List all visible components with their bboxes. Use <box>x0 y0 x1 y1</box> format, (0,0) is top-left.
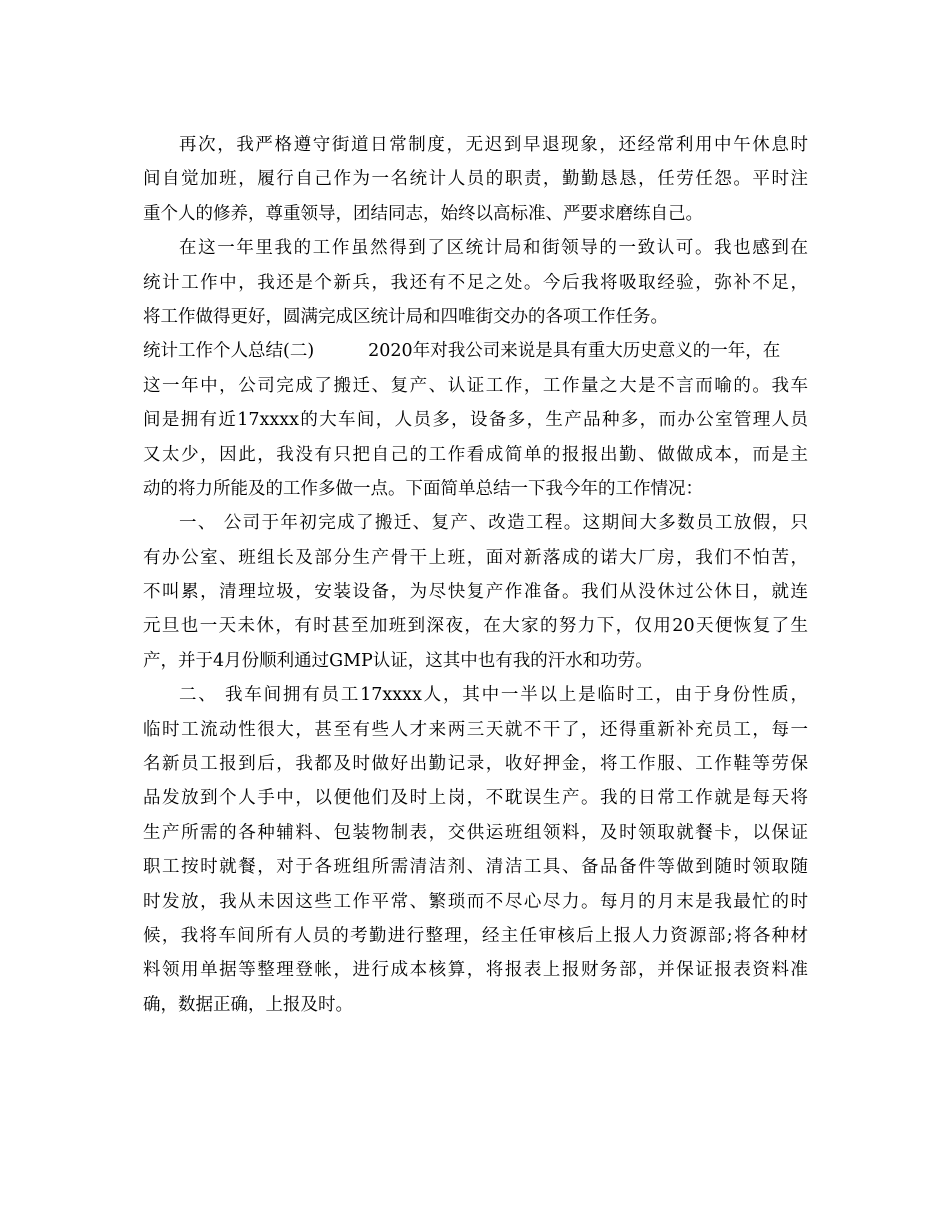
paragraph-5 <box>143 678 808 1022</box>
text-line: 二、 我车间拥有员工17xxxx人，其中一半以上是临时工，由于身份性质， <box>179 685 808 706</box>
text-line: 名新员工报到后，我都及时做好出勤记录，收好押金，将工作服、工作鞋等劳保 <box>143 754 808 775</box>
text-line: 将工作做得更好，圆满完成区统计局和四唯街交办的各项工作任务。 <box>143 306 668 327</box>
heading-line-text: 2020年对我公司来说是具有重大历史意义的一年，在 <box>368 341 781 362</box>
section-heading: 统计工作个人总结(二) <box>143 341 315 362</box>
text-line: 一、 公司于年初完成了搬迁、复产、改造工程。这期间大多数员工放假，只 <box>179 513 808 534</box>
text-line: 动的将力所能及的工作多做一点。下面简单总结一下我今年的工作情况： <box>143 478 703 499</box>
document-body <box>143 128 808 1022</box>
heading-line <box>143 334 808 368</box>
text-line: 职工按时就餐，对于各班组所需清洁剂、清洁工具、备品备件等做到随时领取随 <box>143 857 808 878</box>
text-line: 间自觉加班，履行自己作为一名统计人员的职责，勤勤恳恳，任劳任怨。平时注 <box>143 169 808 190</box>
text-line: 不叫累，清理垃圾，安装设备，为尽快复产作准备。我们从没休过公休日，就连 <box>143 582 808 603</box>
paragraph-1 <box>143 128 808 231</box>
text-line: 时发放，我从未因这些工作平常、繁琐而不尽心尽力。每月的月末是我最忙的时 <box>143 891 808 912</box>
paragraph-4 <box>143 506 808 678</box>
text-line: 产，并于4月份顺利通过GMP认证，这其中也有我的汗水和功劳。 <box>143 650 653 671</box>
paragraph-3 <box>143 334 808 506</box>
text-line: 又太少，因此，我没有只把自己的工作看成简单的报报出勤、做做成本，而是主 <box>143 444 808 465</box>
text-line: 再次，我严格遵守街道日常制度，无迟到早退现象，还经常利用中午休息时 <box>179 135 808 155</box>
text-line: 确，数据正确，上报及时。 <box>143 994 353 1015</box>
text-line: 生产所需的各种辅料、包装物制表，交供运班组领料，及时领取就餐卡，以保证 <box>143 822 808 843</box>
paragraph-2 <box>143 231 808 334</box>
text-line: 品发放到个人手中，以便他们及时上岗，不耽误生产。我的日常工作就是每天将 <box>143 788 808 809</box>
text-line: 临时工流动性很大，甚至有些人才来两三天就不干了，还得重新补充员工，每一 <box>143 719 808 740</box>
text-line: 在这一年里我的工作虽然得到了区统计局和街领导的一致认可。我也感到在 <box>179 238 808 259</box>
text-line: 有办公室、班组长及部分生产骨干上班，面对新落成的诺大厂房，我们不怕苦， <box>143 547 808 568</box>
text-line: 间是拥有近17xxxx的大车间，人员多，设备多，生产品种多，而办公室管理人员 <box>143 410 808 431</box>
text-line: 元旦也一天未休，有时甚至加班到深夜，在大家的努力下，仅用20天便恢复了生 <box>143 616 808 637</box>
text-line: 统计工作中，我还是个新兵，我还有不足之处。今后我将吸取经验，弥补不足， <box>143 272 808 293</box>
text-line: 这一年中，公司完成了搬迁、复产、认证工作，工作量之大是不言而喻的。我车 <box>143 375 808 396</box>
text-line: 候，我将车间所有人员的考勤进行整理，经主任审核后上报人力资源部;将各种材 <box>143 925 808 946</box>
text-line: 料领用单据等整理登帐，进行成本核算，将报表上报财务部，并保证报表资料准 <box>143 960 808 981</box>
text-line: 重个人的修养，尊重领导，团结同志，始终以高标准、严要求磨练自己。 <box>143 203 703 224</box>
